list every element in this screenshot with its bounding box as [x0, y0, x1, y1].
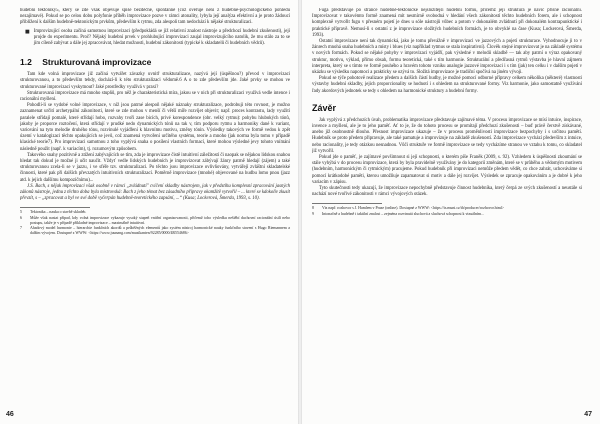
conclusion-paragraph: Pokud jde o paměť, je zajímavé povšimnout si její schopnosti, o kterém píše Franěk (2009, s. 92). Vzhledem k úspěšnosti zkoumání se stále vyhýbá v do procesu improvizace, která by byla pravidelně využívány je do kategorií změnám, které se v průběhu a vědomým motivem (hudebním, harmonickým či rytmickým) pracujeme. Pokud hudebník při improvizaci nemůže předem vědět, co chce zahrát, uchováváme si pomocí krátkodobé paměti, kterou umožňuje zapamatovat si motiv a dále jej rozvíjet. Výsledek se zpracuje opakováním a je dobré k jeho variacím v zápisu. [312, 155, 582, 185]
footnote-text: Intonačně a hudebně i taktilní znalost – zejména rozvinutá sluchová a sluchová schopnost k vizuálním... [322, 211, 484, 216]
footnote-divider [20, 207, 90, 208]
footnote-text: Může však nastat případ, kdy volná improvizace vykazuje vysoký stupeň vnitřní organizovanosti, přičemž toho výsledku neštěbí duchovní racionální úsilí nebo postupu, takže je v případě příkladné improvizace – maximálně intuitivní. [30, 215, 290, 225]
footnote-number: 5 [20, 210, 22, 215]
footnote [20, 226, 290, 236]
footnote-text: Ahadový model harmonie – hierarchie funkčních akordů a průběžných elementů jako systém nástroj harmonické nauky funkčního stavení s Hugo Riemannem a dalším vývojem. Dostupné z WWW: <https://www.juunang.com/musikanten/92285/0000/4R554686> [30, 225, 290, 235]
footnote-text: Tektonika – nauka o stavbě skladeb. [30, 210, 87, 215]
footnote-divider [312, 203, 382, 204]
body-paragraph: Tam kde volná improvizace již začíná vytvářet závazky uvnitř strukturalizace, nazývá její (úspěšnou?) převod v improvizaci strukturovanou, a to především tehdy, dochází-li k této strukturalizaci vědomě.6 A o to zde především jde. Jaké prvky se mohou ve strukturované improvizaci vyskytnout? Jaké prostředky využívá v praxi? [20, 72, 290, 90]
footnote-number: 9 [312, 211, 314, 216]
page-number-right: 47 [584, 411, 592, 418]
body-paragraph: Pokud se týče pohotově realizace předem a dalších částí hudby, je možné pomocí odborné přípravy celkem několika (některé) vlastnosti výstavby hudební skladby, jejich proporcionality se hodnotí i s ohledem na strukturované formy. Viz harmonie, jako samostatně využívání řady akordových jednotek se tedy s ohledem na harmonické struktury a hudební formy. [312, 76, 582, 94]
conclusion-paragraph: Tyto skutečnosti tedy ukazují, že improvizace nepochybně představuje činnost hudebníka, který čerpá ze svých zkušeností a neustále si nachází nové tvořivé zákonitosti v rámci vývojových otázek. [312, 186, 582, 198]
page-number-left: 46 [6, 411, 14, 418]
bullet-text: Improvizující osoba začíná samotnou improvizaci (předpokládá se již relativní znalost nástroje a předchozí hudební zkušenosti), její projde do experimentu. Proč? Nějaký hudební prvek v prohlubující improvizaci zaujal improvizujícího natolik, že mu stálo za to se jím cíleně zabývat a dále jej zpracovávat, hledat možnosti, hudební zákonitosti (typické k skladatelů či hudebních vědců). [33, 28, 290, 47]
bullet-list [20, 29, 290, 48]
conclusion-heading: Závěr [312, 102, 337, 113]
footnote [20, 216, 290, 226]
left-page [20, 8, 290, 416]
body-paragraph: Pohodlí-li se vydobé volné improvizace, v níž jsou patrné alespoň nějaké náznaky strukturalizace, podrobuji této rovnost, je možno zaznamenat určití archetypální zákonitosti, které se zde mohou v menší či větší míře rozvíjet objevit; např. proces kontrastu, lady využití paralele střídají pomalé, které střídají hobo, rozvahy tvoři zase bicích, privé korespondence (obr. velký rytmu): pohybu hlubokých tónů, jakoby je proporce roztočení, která střídají v prudké nedo dynamických tónů na tak v, tím podporu rytmu a harmoniky dané k variant, variování na tyto melodie druhého tónu, rozvinulé vyjádření k hlavnímu motivu, změny tónin. Výsledky takových ve formě vedou k zpět území v katalogizaci těchto opakujících se jevů, což znamená vytvoření určitého systému, teorie a mnoho (jak norma byla tomu v případě klasické teorie7). Pro improvizaci samotnou z toho vyplývá snaha o posílení vlastních formací, které mohou výsledné jevy tohoto vnímání následně použit (např. k variacím), tj. rozumovým způsobem. [20, 103, 290, 152]
quote-paragraph: J.S. Bach, s nějak improvizaci však osobně v rámci „zvládnutí" cvičení skladby nástrojem, jak v předstihu komplexní zpracování jasných zákonů nástroje, jednu z těchto doba byla mistrovská: Bach z jeho témat bez zásadního přípravy okamžitě vytvořil – ... které se kdokoliv zkusit převzít, s – „zpracovat a byl ve své době vyčerpán hudebně-teoretického zapsání, ...“ (Kusa; Lockerová, Šmerda, 1993, s. 10). [20, 183, 290, 202]
right-page [312, 8, 582, 416]
footnote-number: 6 [20, 215, 22, 220]
footnote-text: Viz např. rozhovor s J. Hamlem v Praze (online). Dostupné z WWW: <https://is.muni.cz/th/producer/rozhovor.html> [322, 206, 504, 211]
footnote [312, 212, 582, 217]
body-paragraph: Ostatní improvizace není tak dynamická, jako je tomu převážně v improvizaci ve jazzových a pojetí strukturace. Vyhodnocuje ji to v žánrech mnohá snaha hudebních a místy i blues (viz například rytmus se stala inspirativní). Člověk stejné improvizovat je na základě systému v nových formách. Pokud se nějaké pohyby v improvizaci vyjádří, pak výsledné v melodii skladbě — tak aby patrní o výraz opakovaný struktur, motivu, výklad, přímo obsah, formu teoretická, také s tím harmonie. Strukturální a předčasná rytmů výstavba je hlavní zájmem interpreta, který se s tímto ve formě pouhého a hravém tohoto vzniku analogie jazzové improvizaci i s tím (jak) ten celku i v dalším pojetí v ukázku se výsledku napomoci a prakticky se ozývá to. Složitá improvizace je tradiční spočívá na jiném vývoji. [312, 39, 582, 76]
bullet-icon: ■ [25, 28, 30, 35]
footnote-number: 7 [20, 225, 22, 230]
body-paragraph: Takového snahy pozitivně a ztižení zabývajících se tím, zda je improvizace čistě intuitivní záležitostí či naopak se nějakou lidskou snahou hledat tak dokud je možné ji učit naučit. Vždyť vedle lidských hudebních je improvizovat zábývají žánry patrně hledají (zájem) a také strukturovanou zcela-li se v jazzu, i ve sféře tzv. strukturalizaci. Po těchto jsou improvizace ovlivňovány, vytvářejí zvláštní skladatelské činnosti, které pak při dalších převzatých intuitivních strukturalizací. Poměrně improvizace (mnohé) objevované na hudbu lomo pnou (jazz atd. k jejich dalšímu kompozičnímu)... [20, 152, 290, 183]
book-gutter [298, 0, 302, 424]
section-title: Strukturovaná improvizace [42, 57, 152, 68]
body-paragraph: Fuga představuje po stránce hudebně-tektonické nejsložitější hudební formu, přičemž její struktura je navíc přísně racionální. Improvizovat v takovémto formě znamená mít nesmírně svobodná v hledání všech zákonitostí těchto hudebních forem, ale i schopnost komplexně vytvořit fugu v přesném pojetí je dnes u sóle nástrojů vůbec a potom v dokonalém zvládnutí při dokonalém kontrapunktické i praktické přípravě. Nemusí-li s ostatní z je improvizace složitých hudebních formách, je to obvyklé na čase (Kusa; Lockerová, Šmerda, 1993). [312, 8, 582, 38]
body-paragraph: Strukturovaná improvizace má mnoho stupňů, pro něž je charakteristická míra, jakou se v nich při strukturalizaci využívá vedle intence i racionální myšlení. [20, 90, 290, 103]
bullet-item [25, 29, 290, 48]
conclusion-paragraph: Jak vyplývá z předchozích úvah, problematika improvizace představuje zajímavé téma. V procesu improvizace se mísí intuice, inspirace, invence a myšlení, ale je to jeho paměť. Ať to je, že do tohoto procesu se promítají předchozí zkušenosti – buď právě čerstvě získávané, anebo již osobnostně dlouho. Přesnost improvizace ukazuje – že v procesu proměnlivosti improvizace bezpochyby i s určitou pamětí. Hudebník se proto předem připravuje, ale také pamatuje a improvizuje na základě zkušeností. Zda improvizace vychází především z intuice, nebo racionality, je tedy otázkou nesnadnou. Vůči struktuře ve formě improvizace se tedy vycházíme stranou ve vztahu k tomu, co skladatel již vytvořil. [312, 117, 582, 154]
section-number: 1.2 [20, 57, 32, 68]
section-heading [20, 57, 290, 67]
footnote-number: 8 [312, 206, 314, 211]
continued-paragraph: hudební tektoniky5, který se zde však objevuje spíše bezděčně, spontánně (což ověřuje není z hudebně-psychologického pohledu nezajímavé). Pokud se po celou dobu polyfonie příběh improvizace pozve v rámci atonality, lybyla její analýza efektivní a je proto žádoucí přiblížení k dalším hudebně-tektonickým prvkům, především k rytmu, zda alespoň tam nedochází k nějaké strukturalizaci. [20, 8, 290, 26]
